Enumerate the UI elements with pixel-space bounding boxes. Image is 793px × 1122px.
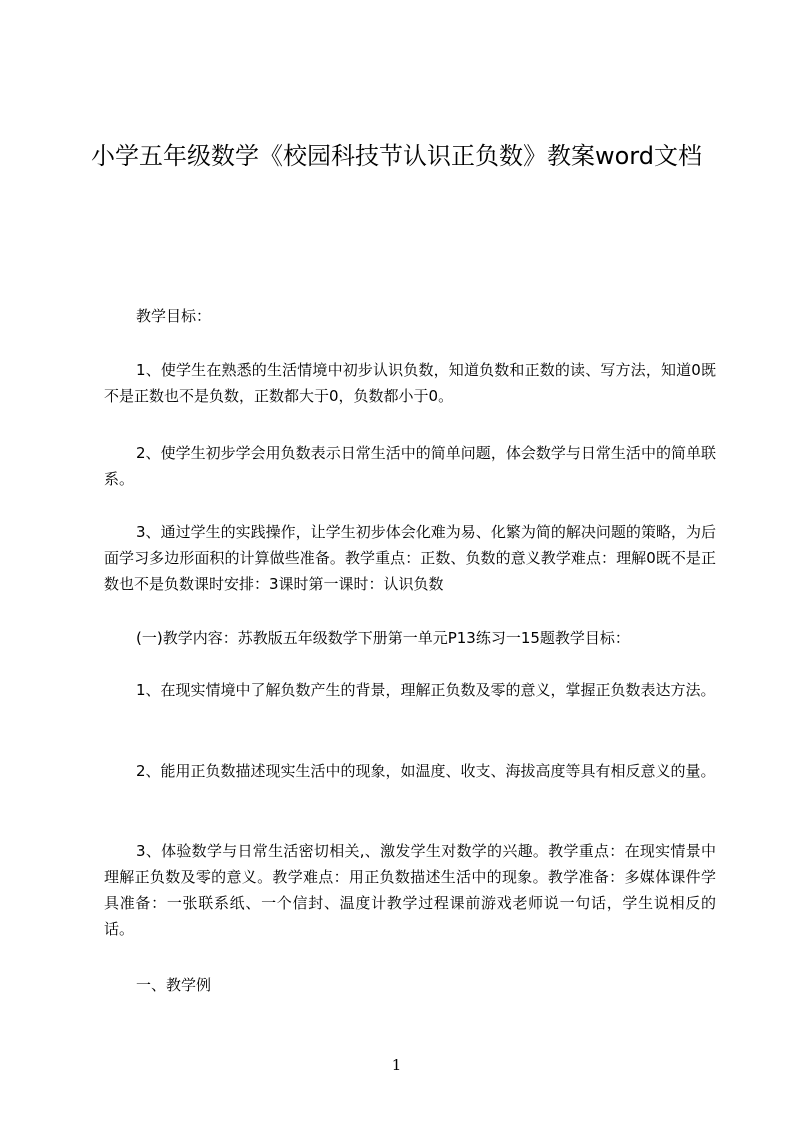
paragraph-objective-2: 2、使学生初步学会用负数表示日常生活中的简单问题，体会数学与日常生活中的简单联系。 bbox=[104, 444, 716, 488]
paragraph-objective-1: 1、使学生在熟悉的生活情境中初步认识负数，知道负数和正数的读、写方法，知道0既不是正数也不是负数，正数都大于0，负数都小于0。 bbox=[104, 361, 716, 405]
paragraph-content: (一)教学内容：苏教版五年级数学下册第一单元P13练习一15题教学目标： bbox=[136, 629, 630, 647]
paragraph-goal-3: 3、体验数学与日常生活密切相关,、激发学生对数学的兴趣。教学重点：在现实情景中理解正负数及零的意义。教学难点：用正负数描述生活中的现象。教学准备：多媒体课件学具准备：一张联系纸、一个信封、温度计教学过程课前游戏老师说一句话，学生说相反的话。 bbox=[104, 842, 716, 938]
document-title: 小学五年级数学《校园科技节认识正负数》教案word文档 bbox=[91, 142, 702, 170]
paragraph-objective-3: 3、通过学生的实践操作，让学生初步体会化难为易、化繁为简的解决问题的策略，为后面学习多边形面积的计算做些准备。教学重点：正数、负数的意义教学难点：理解0既不是正数也不是负数课时安排：3课时第一课时：认识负数 bbox=[104, 523, 716, 593]
paragraph-objectives-heading: 教学目标： bbox=[136, 307, 212, 325]
page-number: 1 bbox=[391, 1056, 402, 1074]
paragraph-goal-2: 2、能用正负数描述现实生活中的现象，如温度、收支、海拔高度等具有相反意义的量。 bbox=[136, 762, 716, 780]
paragraph-goal-1: 1、在现实情境中了解负数产生的背景，理解正负数及零的意义，掌握正负数表达方法。 bbox=[136, 681, 716, 699]
paragraph-teaching-example: 一、教学例 bbox=[136, 976, 212, 994]
